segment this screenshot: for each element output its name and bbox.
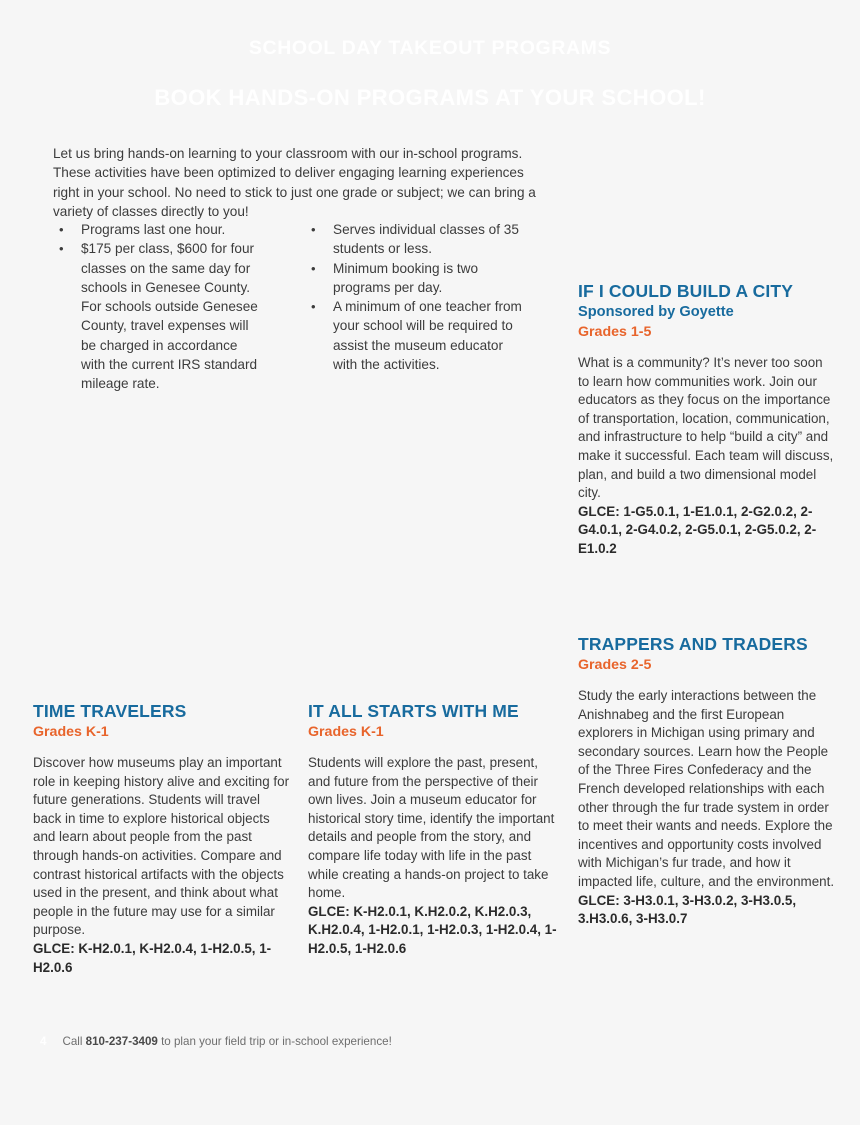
list-item: • Minimum booking is two programs per day. <box>305 259 523 298</box>
program-description: Students will explore the past, present, and future from the perspective of their own lives. Join a museum educator for historical story time, identify the important details and people from the story, and compare life today with life in the past while creating a hands-on project to take home. <box>308 755 555 901</box>
program-title: IF I COULD BUILD A CITY <box>578 281 794 301</box>
footer <box>40 1034 560 1050</box>
program-trappers-and-traders <box>578 633 836 929</box>
program-if-i-could-build-a-city <box>578 280 836 559</box>
list-item: • Serves individual classes of 35 students or less. <box>305 220 523 259</box>
program-grades: Grades 2-5 <box>578 657 652 673</box>
program-description: Study the early interactions between the Anishnabeg and the first European explorers in Michigan using primary and secondary sources. Learn how the People of the Three Fires Confederacy and the French developed relationships with each other through the fur trade system in order to meet their wants and needs. Explore the incentives and opportunity costs involved with Michigan’s fur trade, and how it impacted life, culture, and the environment. <box>578 688 835 889</box>
program-it-all-starts-with-me <box>308 700 564 959</box>
program-description: Discover how museums play an important role in keeping history alive and exciting for future generations. Students will travel back in time to explore historical objects and learn about people from the past through hands-on activities. Compare and contrast historical artifacts with the objects used in the present, and think about what people in the future may use for a similar purpose. <box>33 755 290 938</box>
banner-main-title: SCHOOL DAY TAKEOUT PROGRAMS <box>248 37 612 59</box>
program-grades: Grades K-1 <box>308 724 384 740</box>
program-glce: GLCE: K-H2.0.1, K-H2.0.4, 1-H2.0.5, 1-H2.0.6 <box>33 940 272 975</box>
program-title: IT ALL STARTS WITH ME <box>308 701 519 721</box>
program-sponsor: Sponsored by Goyette <box>578 304 734 320</box>
program-glce: GLCE: K-H2.0.1, K.H2.0.2, K.H2.0.3, K.H2.0.4, 1-H2.0.1, 1-H2.0.3, 1-H2.0.4, 1-H2.0.5, 1-H2.0.6 <box>308 903 557 956</box>
footer-call-suffix: to plan your field trip or in-school experience! <box>157 1035 392 1048</box>
intro-paragraph: Let us bring hands-on learning to your classroom with our in-school programs. These activities have been optimized to deliver engaging learning experiences right in your school. No need to stick to just one grade or subject; we can bring a variety of classes directly to you! <box>53 145 536 220</box>
program-time-travelers <box>33 700 291 977</box>
program-description: What is a community? It’s never too soon to learn how communities work. Join our educators as they focus on the importance of transportation, location, communication, and infrastructure to help “build a city” and make it successful. Each team will discuss, plan, and build a two dimensional model city. <box>578 355 834 501</box>
program-title: TRAPPERS AND TRADERS <box>578 634 808 654</box>
program-title: TIME TRAVELERS <box>33 701 187 721</box>
list-item: • $175 per class, $600 for four classes on the same day for schools in Genesee County. For schools outside Genesee County, travel expenses will be charged in accordance with the current IRS standard mileage rate. <box>53 239 263 393</box>
list-item: • A minimum of one teacher from your school will be required to assist the museum educator with the activities. <box>305 297 523 374</box>
list-item: • Programs last one hour. <box>53 220 263 239</box>
program-glce: GLCE: 1-G5.0.1, 1-E1.0.1, 2-G2.0.2, 2-G4.0.1, 2-G4.0.2, 2-G5.0.1, 2-G5.0.2, 2-E1.0.2 <box>578 503 817 556</box>
page-number: 4 <box>40 1035 47 1048</box>
phone-number[interactable]: 810-237-3409 <box>85 1035 158 1048</box>
program-grades: Grades 1-5 <box>578 324 652 340</box>
program-grades: Grades K-1 <box>33 724 109 740</box>
footer-call-prefix: Call <box>62 1035 86 1048</box>
program-glce: GLCE: 3-H3.0.1, 3-H3.0.2, 3-H3.0.5, 3.H3.0.6, 3-H3.0.7 <box>578 892 797 927</box>
banner-sub-title: BOOK HANDS-ON PROGRAMS AT YOUR SCHOOL! <box>154 85 706 110</box>
requirements-bullet-list <box>305 220 523 374</box>
pricing-bullet-list <box>53 220 263 394</box>
